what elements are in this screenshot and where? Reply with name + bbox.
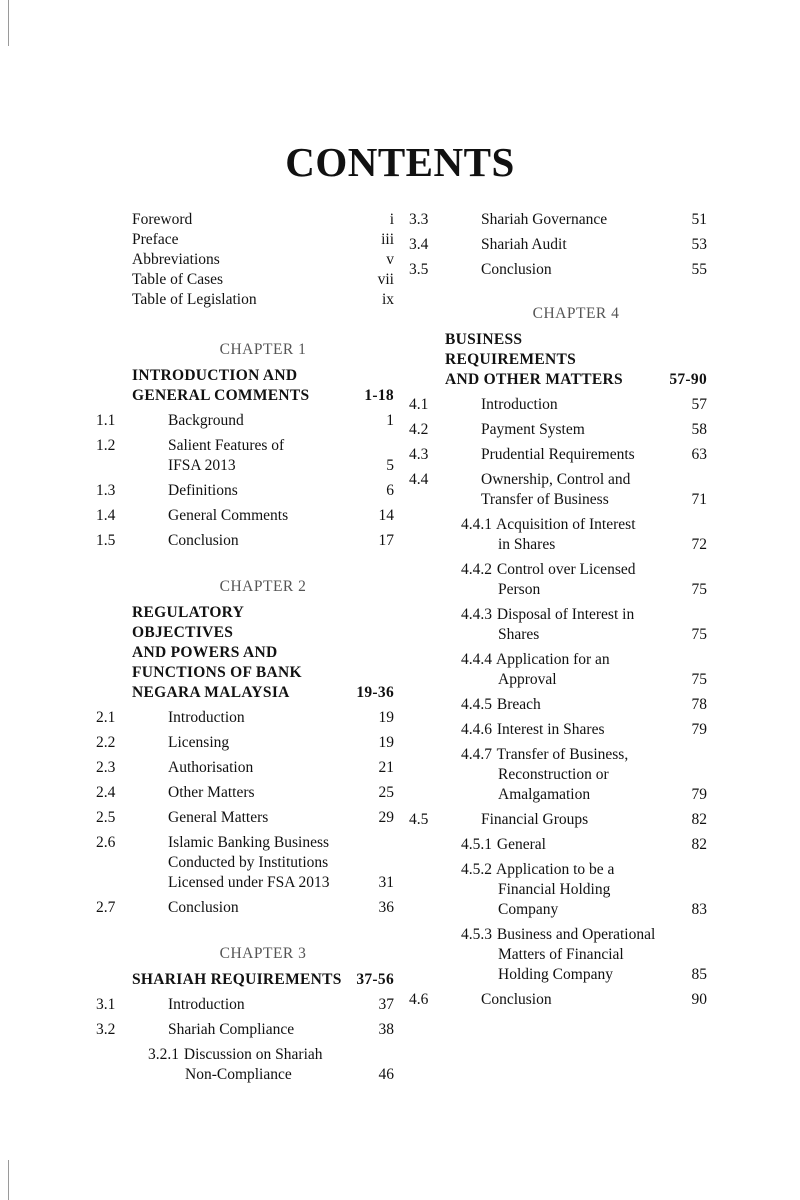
toc-section-page: 58	[691, 421, 707, 438]
toc-entry-page: vii	[377, 271, 394, 288]
toc-section-title: Transfer of Business	[481, 491, 609, 508]
toc-section-page: 31	[378, 874, 394, 891]
toc-section-page: 55	[691, 261, 707, 278]
toc-section-title: Acquisition of Interest	[496, 516, 636, 533]
toc-section-title: in Shares	[498, 536, 556, 553]
toc-section-title: Approval	[498, 671, 557, 688]
toc-section-title: Background	[168, 412, 244, 429]
toc-section-line	[409, 420, 667, 440]
toc-section-line	[96, 808, 354, 828]
toc-section-line	[461, 650, 667, 670]
toc-section	[96, 758, 394, 778]
crop-mark-bottom-left	[8, 1160, 9, 1200]
toc-section-text	[461, 515, 707, 555]
toc-section-number: 3.3	[409, 211, 429, 228]
toc-section-text	[409, 810, 707, 830]
toc-section-title: Conclusion	[168, 899, 239, 916]
toc-entry-page: i	[389, 211, 394, 228]
toc-section-text	[96, 481, 394, 501]
toc-section-text	[461, 860, 707, 920]
toc-section-line	[96, 898, 354, 918]
toc-section	[96, 733, 394, 753]
toc-subsection	[445, 860, 707, 920]
toc-section-number: 4.4.6	[461, 721, 492, 738]
toc-section-line	[409, 395, 667, 415]
toc-section-page: 6	[386, 482, 394, 499]
toc-section-number: 2.7	[96, 899, 116, 916]
toc-section-page: 19	[378, 709, 394, 726]
toc-subsection	[445, 605, 707, 645]
toc-section-line	[409, 210, 667, 230]
toc-section-line	[461, 765, 667, 785]
toc-subsection	[445, 515, 707, 555]
toc-section-number: 1.5	[96, 532, 116, 549]
toc-section	[409, 990, 707, 1010]
toc-section-title: Shares	[498, 626, 540, 643]
chapter-title	[445, 330, 707, 390]
toc-section-line	[96, 411, 354, 431]
toc-section-number: 4.4.5	[461, 696, 492, 713]
toc-section-line	[96, 995, 354, 1015]
toc-section-page: 63	[691, 446, 707, 463]
toc-section-text	[461, 925, 707, 985]
toc-section-title: General Comments	[168, 507, 289, 524]
toc-section-title: IFSA 2013	[168, 457, 236, 474]
toc-section-line	[461, 625, 667, 645]
toc-subsection	[445, 835, 707, 855]
toc-section-title: Ownership, Control and	[481, 471, 631, 488]
chapter-title	[132, 366, 394, 406]
toc-section-line	[409, 445, 667, 465]
toc-section-line	[461, 945, 667, 965]
toc-section	[409, 235, 707, 255]
toc-section-title: Other Matters	[168, 784, 255, 801]
toc-entry	[132, 250, 394, 270]
toc-section-number: 2.5	[96, 809, 116, 826]
toc-section-title: Company	[498, 901, 559, 918]
toc-section-title: Control over Licensed	[496, 561, 636, 578]
toc-section-page: 29	[378, 809, 394, 826]
toc-section	[96, 531, 394, 551]
toc-section-line	[96, 833, 354, 853]
toc-section-text	[96, 995, 394, 1015]
toc-section-page: 82	[691, 836, 707, 853]
toc-section-line	[461, 560, 667, 580]
toc-section-text	[96, 758, 394, 778]
toc-section-text	[96, 708, 394, 728]
toc-section-page: 72	[691, 536, 707, 553]
toc-section-line	[96, 783, 354, 803]
toc-section-number: 2.4	[96, 784, 116, 801]
toc-entry-label: Foreword	[132, 211, 193, 228]
chapter-page-range: 57-90	[669, 371, 707, 388]
toc-section-page: 79	[691, 721, 707, 738]
toc-section-page: 57	[691, 396, 707, 413]
toc-section-number: 3.2	[96, 1021, 116, 1038]
toc-section-line	[461, 860, 667, 880]
toc-section-page: 75	[691, 581, 707, 598]
toc-section	[409, 210, 707, 230]
chapter-label: CHAPTER 1	[219, 341, 307, 358]
toc-entry-page: ix	[381, 291, 394, 308]
toc-section-text	[461, 560, 707, 600]
chapter-label: CHAPTER 4	[532, 305, 620, 322]
toc-section	[96, 436, 394, 476]
toc-section-title: Shariah Audit	[481, 236, 567, 253]
toc-section-page: 14	[378, 507, 394, 524]
chapter-title	[132, 970, 394, 990]
toc-section	[96, 506, 394, 526]
toc-section-line	[461, 720, 667, 740]
toc-section-title: Application for an	[496, 651, 610, 668]
toc-section-title: Introduction	[168, 709, 245, 726]
toc-section	[96, 808, 394, 828]
toc-section-text	[96, 436, 394, 476]
toc-subsection	[445, 695, 707, 715]
toc-section-title: Financial Groups	[481, 811, 589, 828]
toc-section-line	[461, 515, 667, 535]
page-title: CONTENTS	[285, 139, 515, 185]
toc-section-page: 5	[386, 457, 394, 474]
toc-section-page: 25	[378, 784, 394, 801]
toc-section-line	[409, 470, 667, 490]
toc-section-text	[461, 695, 707, 715]
toc-section-number: 4.5	[409, 811, 429, 828]
chapter-title-text	[445, 330, 707, 390]
toc-section-page: 17	[378, 532, 394, 549]
toc-section-page: 78	[691, 696, 707, 713]
toc-section-title: Discussion on Shariah	[183, 1046, 323, 1063]
toc-section-line	[409, 990, 667, 1010]
toc-section-title: Matters of Financial	[498, 946, 624, 963]
toc-entry-label: Table of Legislation	[132, 291, 257, 308]
toc-section-number: 2.1	[96, 709, 116, 726]
toc-section-title: Interest in Shares	[496, 721, 605, 738]
toc-section-line	[461, 670, 667, 690]
toc-section-line	[461, 580, 667, 600]
toc-section-number: 3.1	[96, 996, 116, 1013]
toc-section-line	[148, 1045, 354, 1065]
toc-entry-label: Abbreviations	[132, 251, 220, 268]
toc-section-page: 37	[378, 996, 394, 1013]
toc-section-number: 2.2	[96, 734, 116, 751]
toc-section-number: 3.5	[409, 261, 429, 278]
toc-section-text	[461, 650, 707, 690]
toc-section-number: 4.2	[409, 421, 429, 438]
toc-section-title: Business and Operational	[496, 926, 656, 943]
toc-section	[96, 833, 394, 893]
toc-section-text	[409, 445, 707, 465]
toc-section	[96, 783, 394, 803]
toc-section-line	[96, 531, 354, 551]
toc-section-number: 4.4.3	[461, 606, 492, 623]
toc-section-text	[96, 733, 394, 753]
chapter-label: CHAPTER 3	[219, 945, 307, 962]
chapter-title-line: GENERAL COMMENTS	[132, 387, 310, 404]
toc-section-page: 46	[378, 1066, 394, 1083]
toc-section-number: 1.2	[96, 437, 116, 454]
chapter-title-line: AND OTHER MATTERS	[445, 371, 623, 388]
toc-section-line	[96, 733, 354, 753]
toc-section-line	[461, 695, 667, 715]
toc-entry-label: Preface	[132, 231, 179, 248]
toc-section-page: 85	[691, 966, 707, 983]
toc-section-number: 4.4.1	[461, 516, 492, 533]
toc-section-text	[96, 531, 394, 551]
toc-section-text	[461, 835, 707, 855]
toc-section-text	[461, 745, 707, 805]
toc-section	[96, 995, 394, 1015]
toc-section-line	[409, 260, 667, 280]
toc-section-line	[461, 925, 667, 945]
toc-section-text	[96, 411, 394, 431]
toc-entry-label: Table of Cases	[132, 271, 224, 288]
toc-section-page: 53	[691, 236, 707, 253]
chapter-page-range: 19-36	[356, 684, 394, 701]
toc-section-page: 19	[378, 734, 394, 751]
chapter-title-line: NEGARA MALAYSIA	[132, 684, 290, 701]
toc-section-title: Payment System	[481, 421, 585, 438]
toc-section	[409, 810, 707, 830]
toc-subsection	[445, 745, 707, 805]
toc-entry-page: iii	[381, 231, 394, 248]
toc-section-page: 36	[378, 899, 394, 916]
toc-section	[96, 411, 394, 431]
toc-section-text	[96, 783, 394, 803]
toc-section-title: Islamic Banking Business	[168, 834, 330, 851]
chapter-title-line: SHARIAH REQUIREMENTS	[132, 971, 342, 988]
toc-section-page: 83	[691, 901, 707, 918]
toc-section-line	[461, 535, 667, 555]
chapter-title-text	[132, 366, 394, 406]
toc-section-line	[96, 1020, 354, 1040]
toc-section-text	[96, 808, 394, 828]
chapter-title-line: FUNCTIONS OF BANK	[132, 664, 302, 681]
toc-section-line	[461, 965, 667, 985]
toc-section	[409, 445, 707, 465]
toc-section-page: 79	[691, 786, 707, 803]
toc-section-text	[409, 235, 707, 255]
toc-section-text	[96, 898, 394, 918]
toc-section-text	[409, 470, 707, 510]
toc-section-line	[461, 605, 667, 625]
toc-section-text	[409, 210, 707, 230]
toc-section-line	[409, 235, 667, 255]
toc-section-title: Conclusion	[481, 261, 552, 278]
toc-section	[409, 260, 707, 280]
toc-section-text	[148, 1045, 394, 1085]
toc-section-title: Authorisation	[168, 759, 254, 776]
toc-section-text	[409, 990, 707, 1010]
toc-section-number: 4.3	[409, 446, 429, 463]
toc-section-line	[96, 708, 354, 728]
toc-left-column	[96, 210, 394, 1090]
toc-section-line	[481, 490, 667, 510]
toc-section-title: Introduction	[168, 996, 245, 1013]
toc-section-line	[461, 835, 667, 855]
toc-section-title: Salient Features of	[168, 437, 285, 454]
toc-section-title: Conducted by Institutions	[168, 854, 329, 871]
toc-entry	[132, 210, 394, 230]
toc-section-number: 1.4	[96, 507, 116, 524]
crop-mark-top-left	[8, 0, 9, 46]
toc-section-text	[96, 506, 394, 526]
toc-section-page: 1	[386, 412, 394, 429]
toc-section-line	[461, 880, 667, 900]
toc-section-line	[461, 785, 667, 805]
toc-section-title: Transfer of Business,	[496, 746, 629, 763]
toc-section-title: Holding Company	[498, 966, 613, 983]
toc-section-title: Person	[498, 581, 541, 598]
toc-section-title: Non-Compliance	[185, 1066, 292, 1083]
toc-section-line	[96, 758, 354, 778]
toc-section-title: Breach	[496, 696, 541, 713]
chapter-title	[132, 603, 394, 703]
toc-section-page: 71	[691, 491, 707, 508]
toc-section-title: Definitions	[168, 482, 238, 499]
chapter-title-line: BUSINESS REQUIREMENTS	[445, 331, 577, 368]
toc-section-page: 75	[691, 626, 707, 643]
toc-section-number: 4.4.2	[461, 561, 492, 578]
toc-section-line	[96, 481, 354, 501]
toc-section-title: General	[496, 836, 546, 853]
toc-section-number: 4.5.3	[461, 926, 492, 943]
toc-section-number: 4.1	[409, 396, 429, 413]
toc-section-number: 1.1	[96, 412, 116, 429]
toc-section	[409, 470, 707, 510]
toc-section-text	[461, 605, 707, 645]
toc-entry	[132, 270, 394, 290]
toc-section	[409, 420, 707, 440]
toc-section-number: 1.3	[96, 482, 116, 499]
toc-section-title: Conclusion	[481, 991, 552, 1008]
toc-section-text	[409, 395, 707, 415]
chapter-page-range: 1-18	[364, 387, 394, 404]
toc-section-number: 2.6	[96, 834, 116, 851]
toc-section-page: 82	[691, 811, 707, 828]
toc-entry	[132, 290, 394, 310]
toc-section-number: 4.4	[409, 471, 429, 488]
toc-section-page: 51	[691, 211, 707, 228]
toc-section-title: General Matters	[168, 809, 269, 826]
toc-section-number: 3.2.1	[148, 1046, 179, 1063]
toc-section-line	[461, 745, 667, 765]
toc-section	[409, 395, 707, 415]
toc-section-line	[168, 456, 354, 476]
toc-section-page: 75	[691, 671, 707, 688]
toc-section-title: Licensing	[168, 734, 230, 751]
toc-section-title: Shariah Governance	[481, 211, 608, 228]
toc-section-text	[96, 833, 394, 893]
toc-section-line	[168, 873, 354, 893]
toc-section-text	[96, 1020, 394, 1040]
toc-section	[96, 708, 394, 728]
toc-subsection	[132, 1045, 394, 1085]
toc-section	[96, 898, 394, 918]
toc-subsection	[445, 925, 707, 985]
chapter-title-line: AND POWERS AND	[132, 644, 278, 661]
toc-section-title: Licensed under FSA 2013	[168, 874, 330, 891]
toc-section-number: 4.5.1	[461, 836, 492, 853]
toc-section-title: Application to be a	[496, 861, 615, 878]
toc-section-number: 4.4.4	[461, 651, 492, 668]
toc-section-number: 4.4.7	[461, 746, 492, 763]
toc-section-line	[96, 436, 354, 456]
toc-right-column	[409, 210, 707, 1015]
toc-section-number: 2.3	[96, 759, 116, 776]
toc-section-text	[461, 720, 707, 740]
toc-section-title: Amalgamation	[498, 786, 591, 803]
toc-section-number: 3.4	[409, 236, 429, 253]
toc-section-page: 38	[378, 1021, 394, 1038]
toc-section	[96, 1020, 394, 1040]
chapter-title-text	[132, 970, 394, 990]
toc-subsection	[445, 650, 707, 690]
toc-section-title: Reconstruction or	[498, 766, 609, 783]
toc-section-number: 4.6	[409, 991, 429, 1008]
toc-entry	[132, 230, 394, 250]
toc-section-line	[461, 900, 667, 920]
toc-subsection	[445, 720, 707, 740]
toc-section	[96, 481, 394, 501]
chapter-page-range: 37-56	[356, 971, 394, 988]
chapter-title-line: INTRODUCTION AND	[132, 367, 298, 384]
toc-section-text	[409, 260, 707, 280]
chapter-title-line: REGULATORY OBJECTIVES	[132, 604, 244, 641]
toc-section-line	[168, 853, 354, 873]
toc-section-line	[409, 810, 667, 830]
toc-subsection	[445, 560, 707, 600]
toc-entry-page: v	[386, 251, 394, 268]
toc-section-page: 21	[378, 759, 394, 776]
toc-section-title: Shariah Compliance	[168, 1021, 295, 1038]
toc-section-title: Conclusion	[168, 532, 239, 549]
toc-section-title: Financial Holding	[498, 881, 611, 898]
toc-section-title: Introduction	[481, 396, 558, 413]
toc-section-number: 4.5.2	[461, 861, 492, 878]
toc-section-line	[148, 1065, 354, 1085]
toc-section-title: Prudential Requirements	[481, 446, 635, 463]
toc-section-title: Disposal of Interest in	[496, 606, 635, 623]
chapter-label: CHAPTER 2	[219, 578, 307, 595]
toc-section-line	[96, 506, 354, 526]
chapter-title-text	[132, 603, 394, 703]
toc-section-text	[409, 420, 707, 440]
toc-section-page: 90	[691, 991, 707, 1008]
